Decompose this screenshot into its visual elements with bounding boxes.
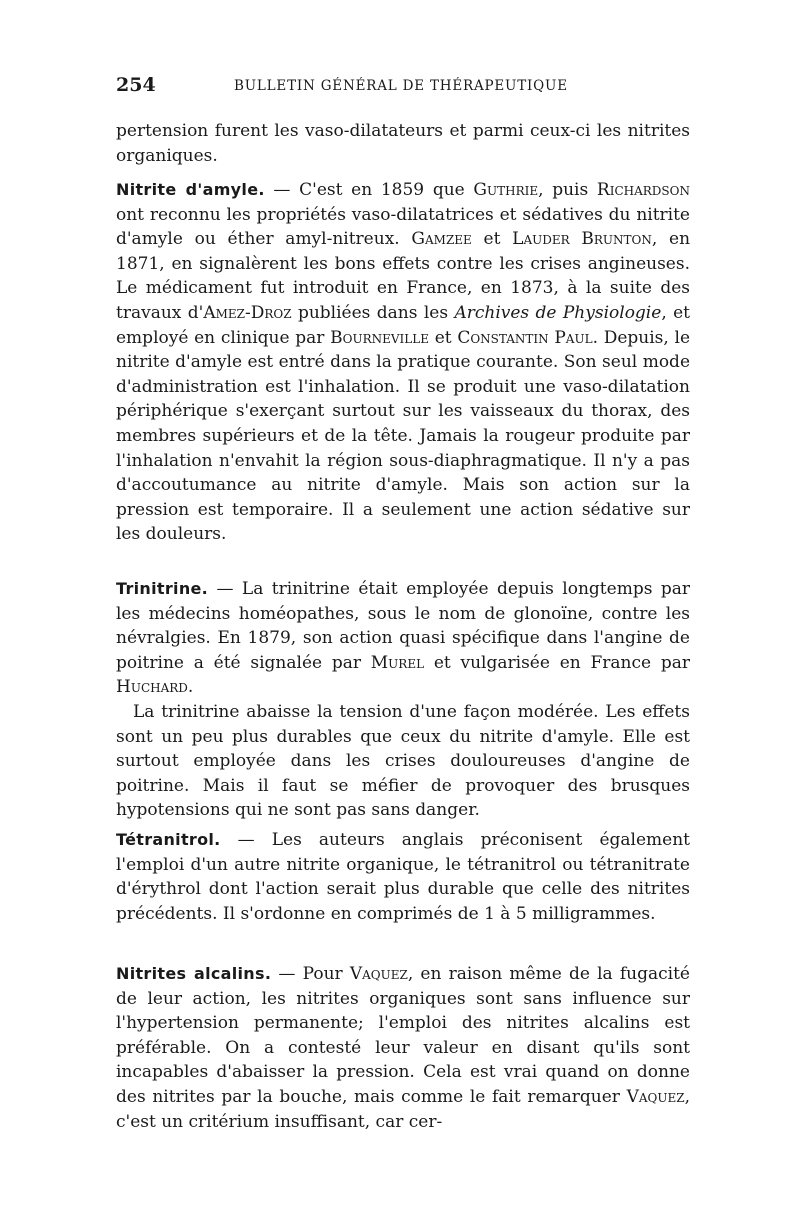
paragraph xyxy=(116,828,690,926)
section-nitrite-amyle xyxy=(116,178,690,547)
section-trinitrine xyxy=(116,577,690,823)
author-name: Huchard xyxy=(116,677,188,698)
text-run: et xyxy=(471,229,513,250)
text-run: Les auteurs anglais préconisent également l'emploi d'un autre nitrite organique, le tétranitrol ou tétranitrate d'érythrol dont l'action serait plus durable que celle des nitrites précédents. Il s'ordonne en comprimés de 1 à 5 milligrammes. xyxy=(116,830,690,924)
section-tetranitrol xyxy=(116,828,690,926)
text-run: . xyxy=(187,677,194,698)
section-nitrites-alcalins xyxy=(116,962,690,1134)
author-name: Lauder Brunton xyxy=(512,229,652,250)
author-name: Constantin Paul xyxy=(457,327,593,348)
author-name: Murel xyxy=(370,652,425,673)
text-run: , c'est un critérium insuffisant, car cer- xyxy=(116,1086,690,1132)
text-run: publiées dans les xyxy=(291,302,455,323)
text-run: C'est en 1859 que xyxy=(299,180,474,200)
paragraph xyxy=(116,178,690,547)
running-title: BULLETIN GÉNÉRAL DE THÉRAPEUTIQUE xyxy=(234,78,568,94)
text-run: Pour xyxy=(302,964,350,984)
author-name: Amez-Droz xyxy=(203,302,292,323)
text-run: , et employé en clinique par xyxy=(116,302,690,348)
paragraph-text: pertension furent les vaso-dilatateurs et parmi ceux-ci les nitrites organiques. xyxy=(116,121,690,166)
paragraph: La trinitrine abaisse la tension d'une façon modérée. Les effets sont un peu plus durables que ceux du nitrite d'amyle. Elle est surtout employée dans les crises douloureuses d'angine de poitrine. Mais il faut se méfier de provoquer des brusques hypotensions qui ne sont pas sans danger. xyxy=(116,701,690,821)
text-run: , en raison même de la fugacité de leur action, les nitrites organiques sont sans influence sur l'hypertension permanente; l'emploi des nitrites alcalins est préférable. On a contesté leur valeur en disant qu'ils sont incapables d'abaisser la pression. Cela est vrai quand on donne des nitrites par la bouche, mais comme le fait remarquer xyxy=(116,964,690,1107)
author-name: Gamzee xyxy=(411,229,472,250)
page-number: 254 xyxy=(116,74,156,96)
author-name: Richardson xyxy=(596,180,690,200)
journal-title: Archives de Physiologie xyxy=(454,302,662,323)
dash: — xyxy=(208,579,242,599)
author-name: Vaquez xyxy=(626,1086,685,1107)
text-run: et xyxy=(428,327,458,348)
page-header xyxy=(116,74,690,102)
author-name: Bourneville xyxy=(330,327,429,348)
section-heading: Nitrites alcalins. xyxy=(116,964,272,983)
section-heading: Tétranitrol. xyxy=(116,830,221,849)
paragraph xyxy=(116,577,690,700)
text-run: ont reconnu les propriétés vaso-dilatatrices et sédatives du nitrite d'amyle ou éther amyl-nitreux. xyxy=(116,204,690,250)
text-run: La trinitrine était employée depuis longtemps par les médecins homéopathes, sous le nom de glonoïne, contre les névralgies. En 1879, son action quasi spécifique dans l'angine de poitrine a été signalée par xyxy=(116,579,690,673)
paragraph xyxy=(116,962,690,1134)
dash: — xyxy=(271,964,303,984)
section-heading: Trinitrine. xyxy=(116,579,209,598)
continuation-paragraph xyxy=(116,119,690,168)
author-name: Guthrie xyxy=(473,180,539,200)
text-run: . Depuis, le nitrite d'amyle est entré dans la pratique courante. Son seul mode d'administration est l'inhalation. Il se produit une vaso-dilatation périphérique s'exerçant surtout sur les vaisseaux du thorax, des membres supérieurs et de la tête. Jamais la rougeur produite par l'inhalation n'envahit la région sous-diaphragmatique. Il n'y a pas d'accoutumance au nitrite d'amyle. Mais son action sur la pression est temporaire. Il a seulement une action sédative sur les douleurs. xyxy=(116,327,691,545)
dash: — xyxy=(220,830,272,850)
text-run: et vulgarisée en France par xyxy=(424,652,690,673)
dash: — xyxy=(264,180,300,200)
text-run: , puis xyxy=(538,180,597,200)
author-name: Vaquez xyxy=(349,964,408,984)
section-heading: Nitrite d'amyle. xyxy=(116,180,265,199)
text-run: , en 1871, en signalèrent les bons effets contre les crises angineuses. Le médicament fut introduit en France, en 1873, à la suite des travaux d' xyxy=(116,229,691,323)
